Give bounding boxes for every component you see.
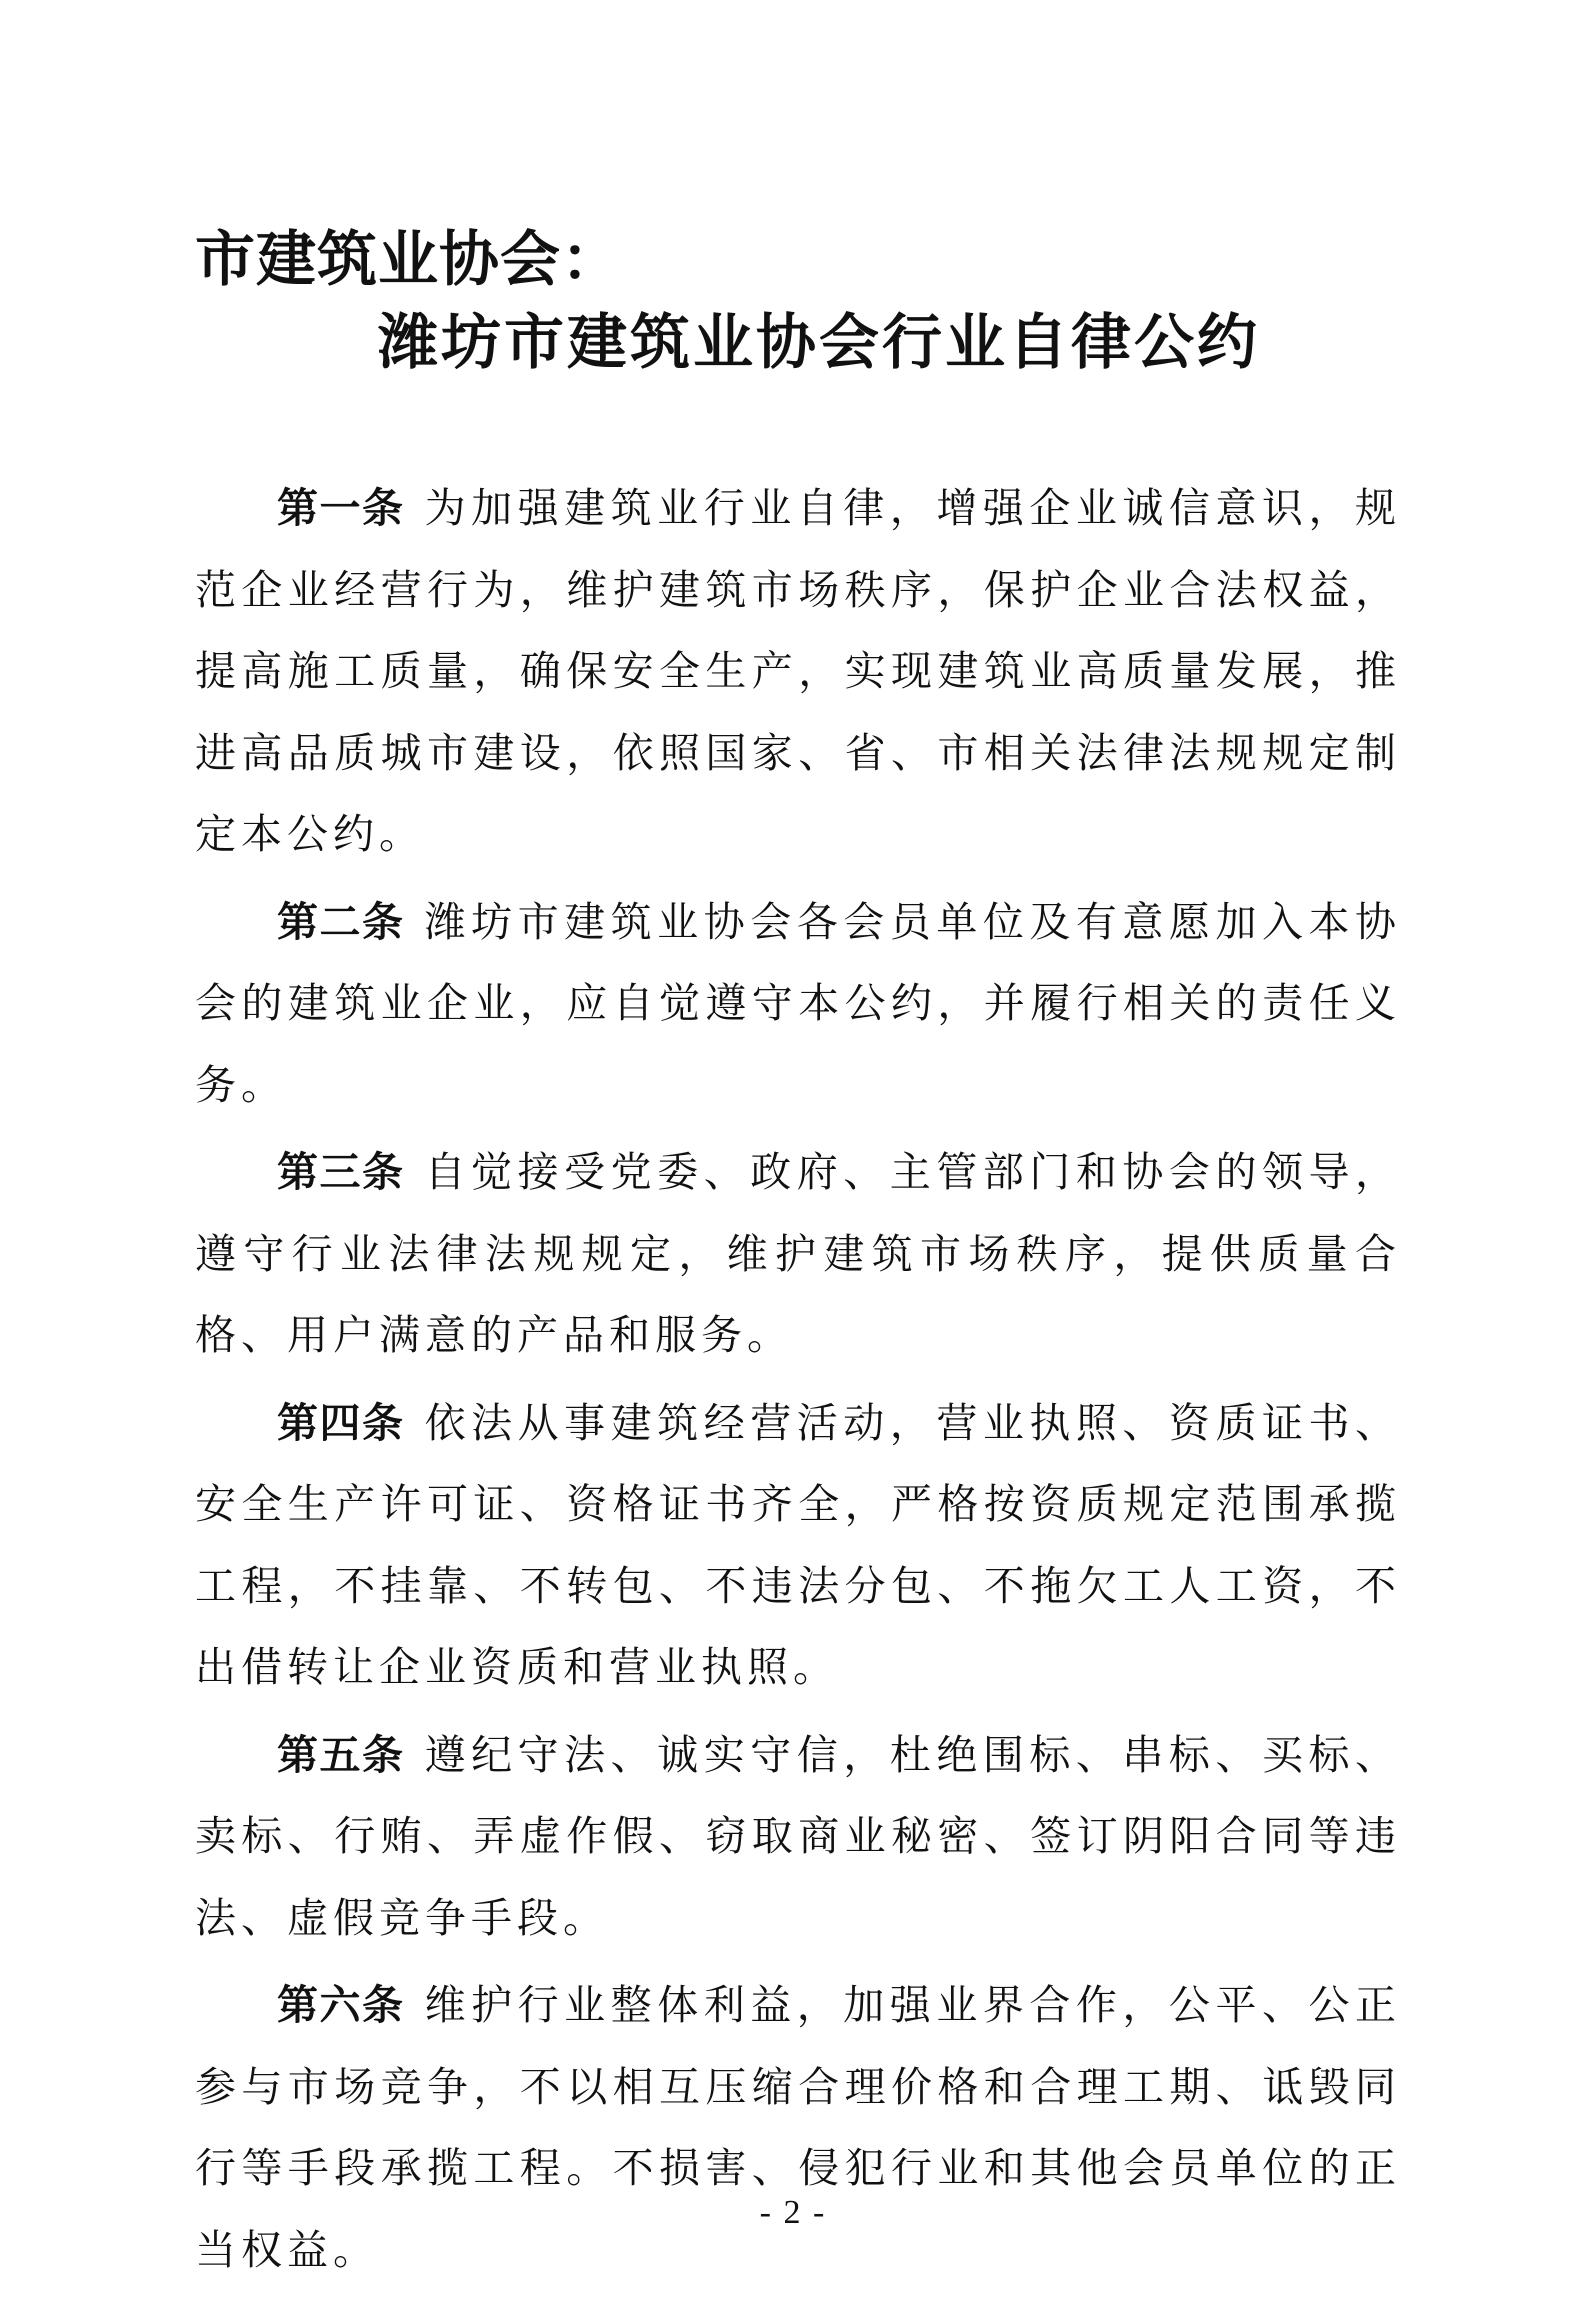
article-2 <box>195 882 1401 1127</box>
article-text: 遵纪守法、诚实守信，杜绝围标、串标、买标、卖标、行贿、弄虚作假、窃取商业秘密、签订阴阳合同等违法、虚假竞争手段。 <box>195 1730 1402 1942</box>
article-label: 第三条 <box>277 1148 405 1196</box>
article-label: 第四条 <box>277 1398 405 1447</box>
article-4 <box>195 1383 1401 1709</box>
page-number: - 2 - <box>759 2194 827 2231</box>
document-body <box>195 468 1401 2297</box>
article-text: 依法从事建筑经营活动，营业执照、资质证书、安全生产许可证、资格证书齐全，严格按资质规定范围承揽工程，不挂靠、不转包、不违法分包、不拖欠工人工资，不出借转让企业资质和营业执照。 <box>195 1398 1402 1691</box>
article-label: 第五条 <box>277 1730 405 1779</box>
article-label: 第一条 <box>277 484 405 532</box>
article-text: 维护行业整体利益，加强业界合作，公平、公正参与市场竞争，不以相互压缩合理价格和合理工期、诋毁同行等手段承揽工程。不损害、侵犯行业和其他会员单位的正当权益。 <box>195 1981 1402 2274</box>
document-title: 潍坊市建筑业协会行业自律公约 <box>378 308 1260 378</box>
article-3 <box>195 1132 1401 1377</box>
article-5 <box>195 1715 1401 1960</box>
article-label: 第二条 <box>277 897 405 946</box>
document-heading: 市建筑业协会： <box>195 225 622 295</box>
article-label: 第六条 <box>277 1981 405 2029</box>
article-text: 潍坊市建筑业协会各会员单位及有意愿加入本协会的建筑业企业，应自觉遵守本公约，并履行相关的责任义务。 <box>195 897 1402 1109</box>
article-text: 为加强建筑业行业自律，增强企业诚信意识，规范企业经营行为，维护建筑市场秩序，保护企业合法权益，提高施工质量，确保安全生产，实现建筑业高质量发展，推进高品质城市建设，依照国家、省、市相关法律法规规定制定本公约。 <box>195 484 1402 858</box>
article-1 <box>195 468 1401 876</box>
article-text: 自觉接受党委、政府、主管部门和协会的领导，遵守行业法律法规规定，维护建筑市场秩序，提供质量合格、用户满意的产品和服务。 <box>195 1148 1402 1359</box>
article-6 <box>195 1965 1401 2291</box>
